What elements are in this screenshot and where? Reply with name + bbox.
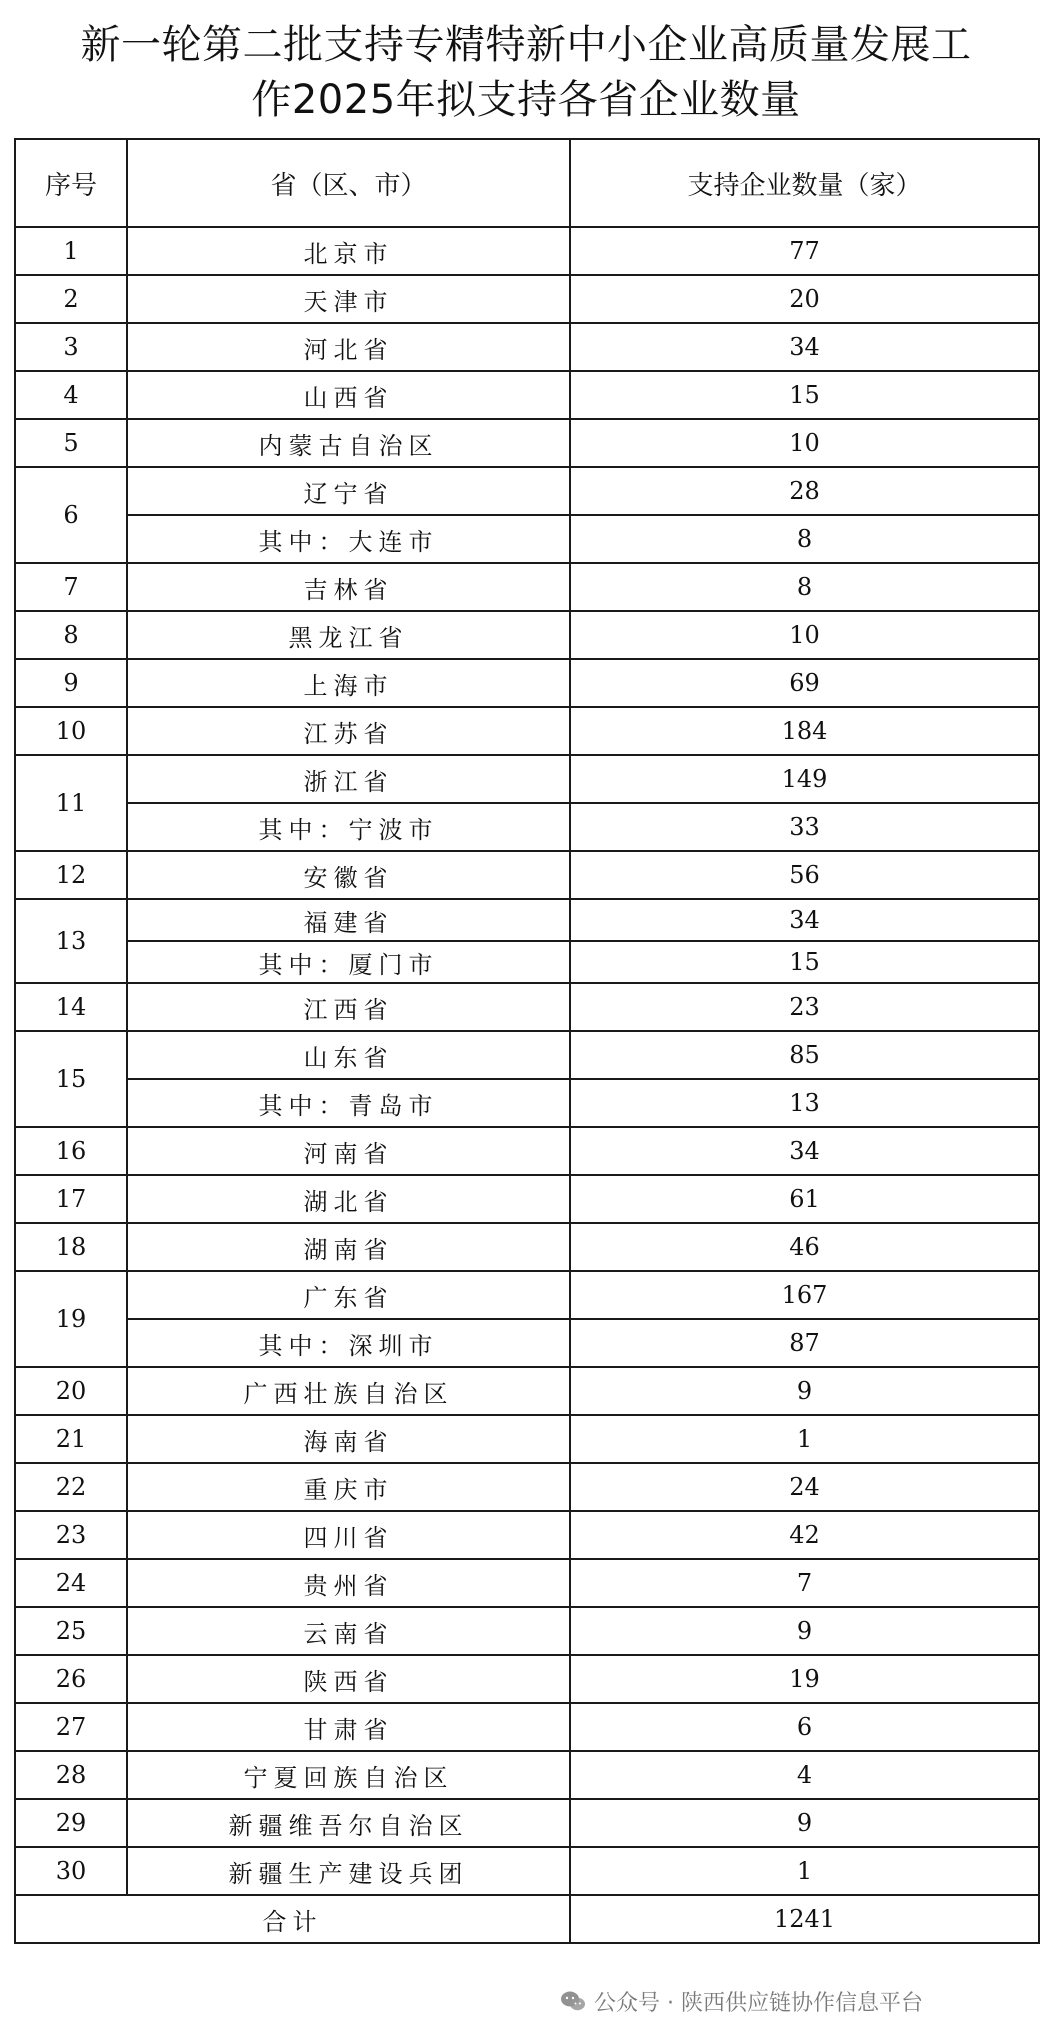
table-row [15, 899, 1039, 941]
table-row [15, 1031, 1039, 1079]
table-row [15, 1415, 1039, 1463]
region-name: 广西壮族自治区 [127, 1367, 570, 1415]
table-row [15, 1799, 1039, 1847]
header-index: 序号 [15, 139, 127, 227]
table-row [15, 1463, 1039, 1511]
table-row [15, 1271, 1039, 1319]
region-name: 广东省 [127, 1271, 570, 1319]
region-name: 其中：深圳市 [127, 1319, 570, 1367]
row-index: 22 [15, 1463, 127, 1511]
region-name: 上海市 [127, 659, 570, 707]
row-index: 3 [15, 323, 127, 371]
total-row [15, 1895, 1039, 1943]
enterprise-count: 20 [570, 275, 1039, 323]
table-row [15, 323, 1039, 371]
row-index: 17 [15, 1175, 127, 1223]
row-index: 20 [15, 1367, 127, 1415]
row-index: 26 [15, 1655, 127, 1703]
enterprise-count: 1 [570, 1415, 1039, 1463]
region-name: 黑龙江省 [127, 611, 570, 659]
table-row [15, 515, 1039, 563]
enterprise-count: 34 [570, 323, 1039, 371]
row-index: 24 [15, 1559, 127, 1607]
enterprise-count: 87 [570, 1319, 1039, 1367]
enterprise-count: 61 [570, 1175, 1039, 1223]
total-label: 合计 [15, 1895, 570, 1943]
table-row [15, 1607, 1039, 1655]
row-index: 2 [15, 275, 127, 323]
region-name: 天津市 [127, 275, 570, 323]
row-index: 13 [15, 899, 127, 983]
table-row [15, 983, 1039, 1031]
table-row [15, 1319, 1039, 1367]
region-name: 其中：宁波市 [127, 803, 570, 851]
row-index: 16 [15, 1127, 127, 1175]
document-page [14, 12, 1038, 2018]
region-name: 其中：青岛市 [127, 1079, 570, 1127]
region-name: 重庆市 [127, 1463, 570, 1511]
table-row [15, 851, 1039, 899]
table-row [15, 467, 1039, 515]
table-row [15, 1751, 1039, 1799]
enterprise-count: 56 [570, 851, 1039, 899]
enterprise-count: 13 [570, 1079, 1039, 1127]
row-index: 23 [15, 1511, 127, 1559]
enterprise-count: 7 [570, 1559, 1039, 1607]
table-row [15, 1847, 1039, 1895]
region-name: 宁夏回族自治区 [127, 1751, 570, 1799]
row-index: 19 [15, 1271, 127, 1367]
row-index: 25 [15, 1607, 127, 1655]
row-index: 27 [15, 1703, 127, 1751]
enterprise-count: 1 [570, 1847, 1039, 1895]
row-index: 29 [15, 1799, 127, 1847]
enterprise-count: 9 [570, 1607, 1039, 1655]
table-row [15, 1079, 1039, 1127]
table-row [15, 1703, 1039, 1751]
enterprise-count: 77 [570, 227, 1039, 275]
allocation-table [14, 138, 1040, 1944]
region-name: 四川省 [127, 1511, 570, 1559]
enterprise-count: 4 [570, 1751, 1039, 1799]
region-name: 福建省 [127, 899, 570, 941]
table-row [15, 371, 1039, 419]
wechat-icon [560, 1990, 586, 2018]
table-row [15, 1367, 1039, 1415]
row-index: 4 [15, 371, 127, 419]
watermark [560, 1986, 923, 2018]
table-row [15, 1511, 1039, 1559]
row-index: 10 [15, 707, 127, 755]
region-name: 吉林省 [127, 563, 570, 611]
enterprise-count: 23 [570, 983, 1039, 1031]
enterprise-count: 8 [570, 515, 1039, 563]
region-name: 贵州省 [127, 1559, 570, 1607]
region-name: 新疆生产建设兵团 [127, 1847, 570, 1895]
row-index: 30 [15, 1847, 127, 1895]
region-name: 北京市 [127, 227, 570, 275]
enterprise-count: 149 [570, 755, 1039, 803]
enterprise-count: 33 [570, 803, 1039, 851]
enterprise-count: 184 [570, 707, 1039, 755]
region-name: 河北省 [127, 323, 570, 371]
enterprise-count: 10 [570, 419, 1039, 467]
table-header-row [15, 139, 1039, 227]
row-index: 12 [15, 851, 127, 899]
region-name: 其中：厦门市 [127, 941, 570, 983]
enterprise-count: 69 [570, 659, 1039, 707]
table-row [15, 755, 1039, 803]
table-row [15, 1223, 1039, 1271]
region-name: 云南省 [127, 1607, 570, 1655]
table-row [15, 275, 1039, 323]
region-name: 内蒙古自治区 [127, 419, 570, 467]
total-count: 1241 [570, 1895, 1039, 1943]
table-row [15, 1127, 1039, 1175]
region-name: 山东省 [127, 1031, 570, 1079]
table-row [15, 707, 1039, 755]
enterprise-count: 28 [570, 467, 1039, 515]
table-row [15, 227, 1039, 275]
enterprise-count: 24 [570, 1463, 1039, 1511]
table-row [15, 1175, 1039, 1223]
watermark-text: 公众号 · 陕西供应链协作信息平台 [594, 1991, 923, 2016]
region-name: 湖南省 [127, 1223, 570, 1271]
region-name: 浙江省 [127, 755, 570, 803]
region-name: 陕西省 [127, 1655, 570, 1703]
row-index: 11 [15, 755, 127, 851]
header-region: 省（区、市） [127, 139, 570, 227]
table-row [15, 659, 1039, 707]
row-index: 18 [15, 1223, 127, 1271]
enterprise-count: 19 [570, 1655, 1039, 1703]
region-name: 辽宁省 [127, 467, 570, 515]
table-row [15, 1559, 1039, 1607]
row-index: 1 [15, 227, 127, 275]
enterprise-count: 167 [570, 1271, 1039, 1319]
region-name: 安徽省 [127, 851, 570, 899]
row-index: 28 [15, 1751, 127, 1799]
region-name: 其中：大连市 [127, 515, 570, 563]
enterprise-count: 42 [570, 1511, 1039, 1559]
region-name: 甘肃省 [127, 1703, 570, 1751]
region-name: 河南省 [127, 1127, 570, 1175]
row-index: 7 [15, 563, 127, 611]
enterprise-count: 34 [570, 1127, 1039, 1175]
title-line-2: 作2025年拟支持各省企业数量 [251, 77, 801, 123]
row-index: 21 [15, 1415, 127, 1463]
enterprise-count: 10 [570, 611, 1039, 659]
title-line-1: 新一轮第二批支持专精特新中小企业高质量发展工 [80, 22, 972, 68]
enterprise-count: 6 [570, 1703, 1039, 1751]
region-name: 海南省 [127, 1415, 570, 1463]
header-count: 支持企业数量（家） [570, 139, 1039, 227]
table-row [15, 563, 1039, 611]
region-name: 山西省 [127, 371, 570, 419]
row-index: 9 [15, 659, 127, 707]
table-row [15, 419, 1039, 467]
row-index: 5 [15, 419, 127, 467]
document-title [14, 18, 1038, 128]
table-body [15, 227, 1039, 1943]
row-index: 15 [15, 1031, 127, 1127]
enterprise-count: 9 [570, 1367, 1039, 1415]
enterprise-count: 8 [570, 563, 1039, 611]
table-row [15, 1655, 1039, 1703]
table-row [15, 803, 1039, 851]
row-index: 6 [15, 467, 127, 563]
table-row [15, 941, 1039, 983]
row-index: 14 [15, 983, 127, 1031]
enterprise-count: 85 [570, 1031, 1039, 1079]
enterprise-count: 15 [570, 371, 1039, 419]
region-name: 湖北省 [127, 1175, 570, 1223]
enterprise-count: 46 [570, 1223, 1039, 1271]
table-row [15, 611, 1039, 659]
row-index: 8 [15, 611, 127, 659]
region-name: 江西省 [127, 983, 570, 1031]
enterprise-count: 15 [570, 941, 1039, 983]
enterprise-count: 9 [570, 1799, 1039, 1847]
region-name: 江苏省 [127, 707, 570, 755]
enterprise-count: 34 [570, 899, 1039, 941]
region-name: 新疆维吾尔自治区 [127, 1799, 570, 1847]
